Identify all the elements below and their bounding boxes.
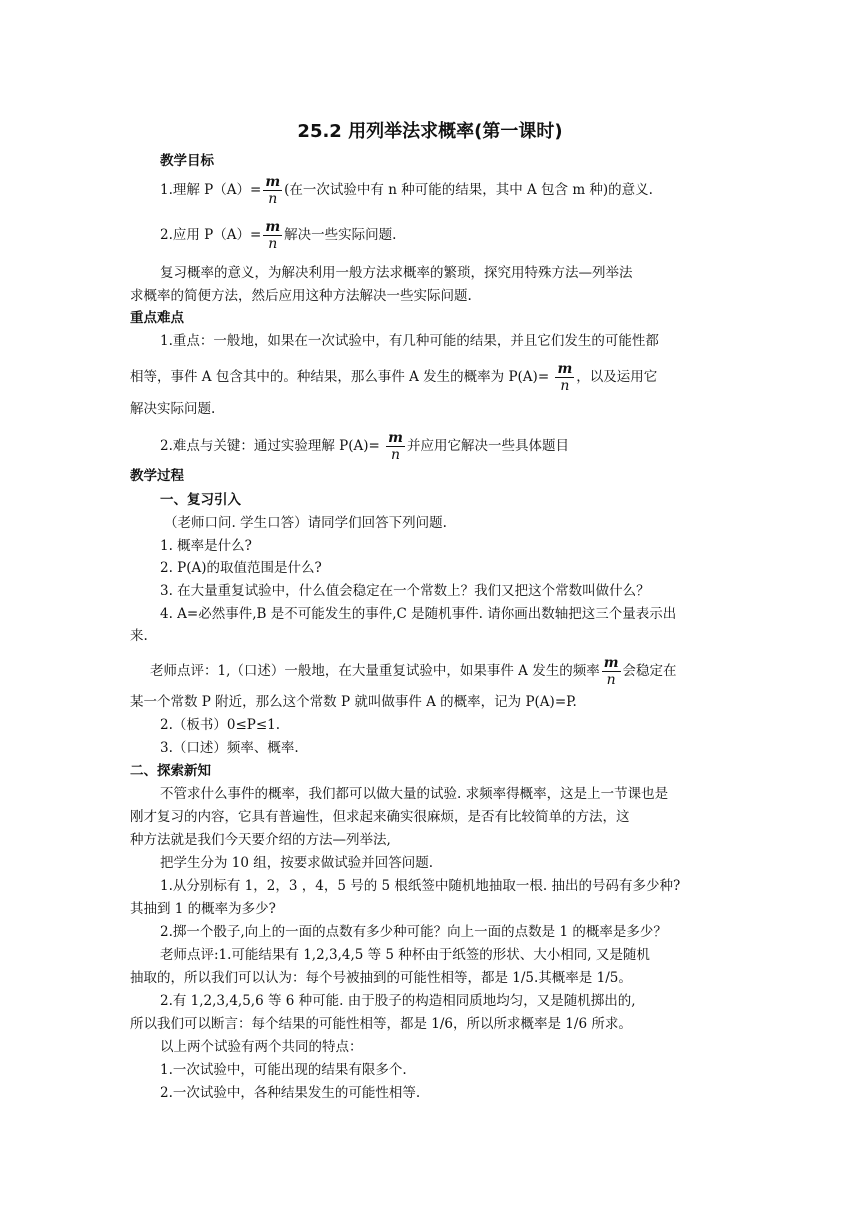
denominator: n	[606, 672, 616, 688]
explore-line: 以上两个试验有两个共同的特点：	[160, 1039, 363, 1055]
denominator: n	[391, 447, 401, 463]
goal-paragraph-line: 求概率的简便方法，然后应用这种方法解决一些实际问题.	[130, 288, 472, 304]
review-line: 4. A=必然事件,B 是不可能发生的事件,C 是随机事件. 请你画出数轴把这三个量表示出	[160, 606, 677, 622]
explore-line: 2.有 1,2,3,4,5,6 等 6 种可能. 由于股子的构造相同质地均匀，又是随机掷出的,	[160, 993, 636, 1009]
text: 1.理解 P（A）=	[160, 182, 262, 198]
explore-line: 1.从分别标有 1，2，3 ，4，5 号的 5 根纸签中随机地抽取一根. 抽出的号码有多少种?	[160, 878, 681, 894]
text: 老师点评：1,（口述）一般地，在大量重复试验中，如果事件 A 发生的频率	[150, 663, 600, 679]
goal-line-2	[160, 219, 396, 252]
fraction-m-over-n	[263, 219, 282, 252]
explore-line: 刚才复习的内容，它具有普遍性，但求起来确实很麻烦，是否有比较简单的方法，这	[130, 809, 630, 825]
explore-line: 所以我们可以断言：每个结果的可能性相等，都是 1/6，所以所求概率是 1/6 所求。	[130, 1016, 632, 1032]
explore-line: 老师点评:1.可能结果有 1,2,3,4,5 等 5 种杯由于纸签的形状、大小相同, 又是随机	[160, 947, 650, 963]
denominator: n	[268, 191, 278, 207]
key-line: 1.重点：一般地，如果在一次试验中，有几种可能的结果，并且它们发生的可能性都	[160, 333, 659, 349]
section-heading-key: 重点难点	[130, 310, 184, 326]
explore-line: 1.一次试验中，可能出现的结果有限多个.	[160, 1062, 407, 1078]
document-title: 25.2 用列举法求概率(第一课时)	[297, 121, 563, 142]
review-line: （老师口问. 学生口答）请同学们回答下列问题.	[164, 515, 447, 531]
goal-line-1	[160, 174, 653, 207]
key-line-with-fraction	[130, 361, 657, 394]
review-line: 3. 在大量重复试验中，什么值会稳定在一个常数上？我们又把这个常数叫做什么？	[160, 583, 650, 599]
explore-line: 不管求什么事件的概率，我们都可以做大量的试验. 求频率得概率，这是上一节课也是	[160, 786, 669, 802]
teacher-comment-line	[150, 655, 677, 688]
fraction-m-over-n	[386, 430, 405, 463]
text: 会稳定在	[622, 663, 677, 679]
fraction-m-over-n	[555, 361, 574, 394]
review-line: 2. P(A)的取值范围是什么?	[160, 560, 322, 576]
fraction-m-over-n	[602, 655, 621, 688]
text: (在一次试验中有 n 种可能的结果，其中 A 包含 m 种)的意义.	[284, 182, 653, 198]
key-line: 解决实际问题.	[130, 401, 216, 417]
denominator: n	[268, 236, 278, 252]
numerator: m	[603, 655, 619, 671]
explore-line: 把学生分为 10 组，按要求做试验并回答问题.	[160, 855, 434, 871]
numerator: m	[265, 174, 281, 190]
explore-line: 抽取的，所以我们可以认为：每个号被抽到的可能性相等，都是 1/5.其概率是 1/5。	[130, 970, 632, 986]
section-heading-process: 教学过程	[130, 468, 184, 484]
explore-line: 种方法就是我们今天要介绍的方法—列举法,	[130, 832, 391, 848]
review-line: 来.	[130, 628, 148, 644]
fraction-m-over-n	[263, 174, 282, 207]
numerator: m	[265, 219, 281, 235]
key-line-with-fraction	[160, 430, 569, 463]
section-heading-review: 一、复习引入	[160, 492, 241, 508]
teacher-comment-line: 3.（口述）频率、概率.	[160, 740, 299, 756]
text: 解决一些实际问题.	[284, 227, 397, 243]
text: 2.应用 P（A）=	[160, 227, 262, 243]
text: 2.难点与关键：通过实验理解 P(A)=	[160, 438, 380, 454]
teacher-comment-line: 某一个常数 P 附近，那么这个常数 P 就叫做事件 A 的概率，记为 P(A)=P.	[130, 694, 577, 710]
text: 相等，事件 A 包含其中的。种结果，那么事件 A 发生的概率为 P(A)=	[130, 369, 550, 385]
explore-line: 2.一次试验中，各种结果发生的可能性相等.	[160, 1085, 421, 1101]
goal-paragraph-line: 复习概率的意义，为解决利用一般方法求概率的繁琐，探究用特殊方法—列举法	[160, 265, 633, 281]
section-heading-explore: 二、探索新知	[130, 763, 211, 779]
denominator: n	[560, 378, 570, 394]
teacher-comment-line: 2.（板书）0≤P≤1.	[160, 717, 281, 733]
text: 并应用它解决一些具体题目	[406, 438, 569, 454]
explore-line: 2.掷一个骰子,向上的一面的点数有多少种可能？向上一面的点数是 1 的概率是多少？	[160, 924, 667, 940]
review-line: 1. 概率是什么?	[160, 538, 252, 554]
numerator: m	[388, 430, 403, 446]
explore-line: 其抽到 1 的概率为多少?	[130, 901, 276, 917]
section-heading-goals: 教学目标	[160, 153, 214, 169]
numerator: m	[557, 361, 573, 377]
text: ，以及运用它	[576, 369, 658, 385]
